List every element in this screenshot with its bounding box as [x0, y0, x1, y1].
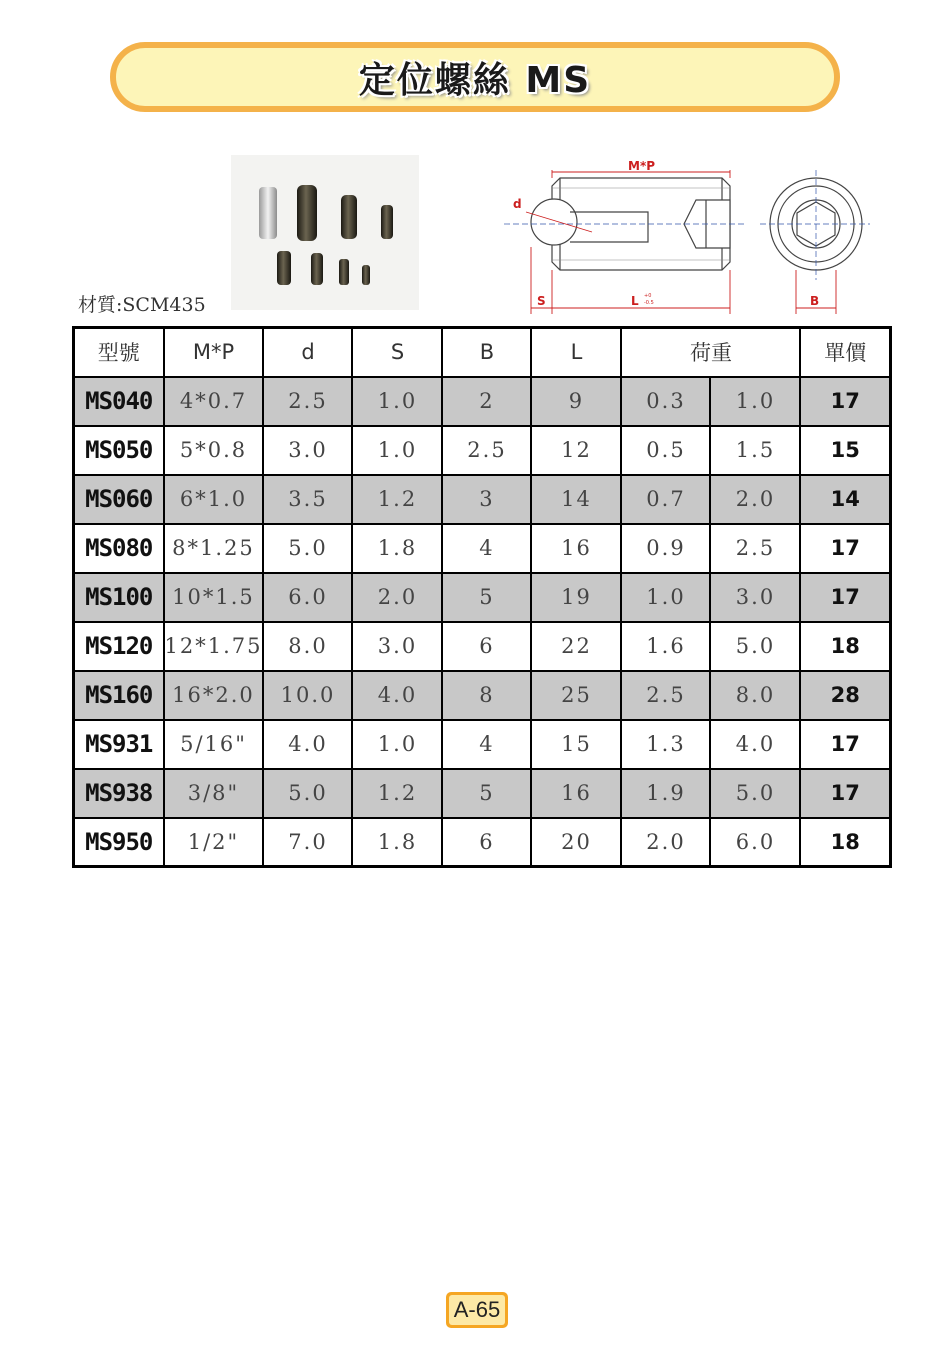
- cell-d: 3.5: [263, 475, 352, 524]
- cell-load-min: 2.0: [621, 818, 710, 867]
- cell-b: 8: [442, 671, 531, 720]
- page-number: A-65: [449, 1295, 505, 1325]
- table-row: [74, 377, 891, 426]
- cell-l: 9: [531, 377, 621, 426]
- cell-d: 7.0: [263, 818, 352, 867]
- cell-mp: 12*1.75: [164, 622, 264, 671]
- cell-model: MS040: [74, 377, 164, 426]
- cell-mp: 1/2": [164, 818, 264, 867]
- header-load: 荷重: [621, 328, 800, 377]
- cell-mp: 6*1.0: [164, 475, 264, 524]
- spec-table: [72, 326, 892, 868]
- cell-s: 1.8: [352, 524, 442, 573]
- table-row: [74, 769, 891, 818]
- cell-l: 22: [531, 622, 621, 671]
- cell-mp: 10*1.5: [164, 573, 264, 622]
- cell-load-max: 1.5: [710, 426, 800, 475]
- cell-l: 12: [531, 426, 621, 475]
- s-label: S: [537, 294, 546, 308]
- header-model: 型號: [74, 328, 164, 377]
- header-s: S: [352, 328, 442, 377]
- cell-s: 2.0: [352, 573, 442, 622]
- cell-price: 15: [800, 426, 890, 475]
- table-body: [74, 377, 891, 867]
- d-label: d: [513, 197, 522, 211]
- cell-load-min: 1.0: [621, 573, 710, 622]
- cell-load-max: 5.0: [710, 769, 800, 818]
- cell-d: 8.0: [263, 622, 352, 671]
- page-number-badge: [446, 1292, 508, 1328]
- cell-l: 16: [531, 769, 621, 818]
- header-mp: M*P: [164, 328, 264, 377]
- table-row: [74, 622, 891, 671]
- cell-b: 6: [442, 622, 531, 671]
- cell-load-min: 1.3: [621, 720, 710, 769]
- cell-b: 5: [442, 573, 531, 622]
- cell-model: MS160: [74, 671, 164, 720]
- cell-d: 6.0: [263, 573, 352, 622]
- cell-l: 25: [531, 671, 621, 720]
- cell-mp: 3/8": [164, 769, 264, 818]
- cell-d: 10.0: [263, 671, 352, 720]
- set-screws-image: [231, 155, 419, 310]
- cell-price: 17: [800, 720, 890, 769]
- cell-b: 2.5: [442, 426, 531, 475]
- cell-l: 16: [531, 524, 621, 573]
- material-label: 材質:SCM435: [78, 294, 206, 316]
- cell-b: 4: [442, 524, 531, 573]
- cell-mp: 5*0.8: [164, 426, 264, 475]
- cell-l: 15: [531, 720, 621, 769]
- cell-load-max: 2.0: [710, 475, 800, 524]
- cell-s: 1.0: [352, 720, 442, 769]
- mp-label: M*P: [628, 159, 656, 173]
- ball: [531, 199, 577, 245]
- cell-s: 3.0: [352, 622, 442, 671]
- cell-l: 20: [531, 818, 621, 867]
- table-row: [74, 818, 891, 867]
- cell-load-max: 1.0: [710, 377, 800, 426]
- table-row: [74, 573, 891, 622]
- cell-load-min: 2.5: [621, 671, 710, 720]
- cell-d: 4.0: [263, 720, 352, 769]
- cell-model: MS931: [74, 720, 164, 769]
- header-d: d: [263, 328, 352, 377]
- title-banner: [110, 42, 840, 112]
- cell-b: 2: [442, 377, 531, 426]
- cell-load-max: 8.0: [710, 671, 800, 720]
- cell-model: MS120: [74, 622, 164, 671]
- cell-load-min: 0.7: [621, 475, 710, 524]
- cell-load-max: 6.0: [710, 818, 800, 867]
- l-tol-lower: -0.5: [644, 300, 654, 306]
- product-photo: [231, 155, 419, 310]
- cell-d: 5.0: [263, 769, 352, 818]
- cell-s: 1.0: [352, 426, 442, 475]
- table-row: [74, 720, 891, 769]
- cell-b: 3: [442, 475, 531, 524]
- cell-mp: 16*2.0: [164, 671, 264, 720]
- cell-price: 14: [800, 475, 890, 524]
- cell-load-max: 2.5: [710, 524, 800, 573]
- cell-d: 5.0: [263, 524, 352, 573]
- header-price: 單價: [800, 328, 890, 377]
- cell-l: 14: [531, 475, 621, 524]
- cell-s: 1.2: [352, 475, 442, 524]
- table-header-row: [74, 328, 891, 377]
- cell-model: MS100: [74, 573, 164, 622]
- l-tol-upper: +0: [644, 293, 652, 299]
- table-row: [74, 426, 891, 475]
- cell-price: 17: [800, 573, 890, 622]
- page-title: 定位螺絲 MS: [358, 59, 592, 101]
- cell-d: 2.5: [263, 377, 352, 426]
- cell-load-min: 1.9: [621, 769, 710, 818]
- cell-price: 17: [800, 377, 890, 426]
- cell-model: MS950: [74, 818, 164, 867]
- cell-load-min: 0.9: [621, 524, 710, 573]
- header-l: L: [531, 328, 621, 377]
- cell-b: 5: [442, 769, 531, 818]
- b-label: B: [810, 294, 820, 308]
- cell-mp: 4*0.7: [164, 377, 264, 426]
- header-b: B: [442, 328, 531, 377]
- cell-model: MS938: [74, 769, 164, 818]
- table-row: [74, 475, 891, 524]
- cell-b: 6: [442, 818, 531, 867]
- cell-model: MS050: [74, 426, 164, 475]
- l-label: L: [631, 294, 639, 308]
- cell-s: 1.0: [352, 377, 442, 426]
- cell-load-max: 3.0: [710, 573, 800, 622]
- cell-load-min: 1.6: [621, 622, 710, 671]
- cell-l: 19: [531, 573, 621, 622]
- cell-d: 3.0: [263, 426, 352, 475]
- cell-s: 1.8: [352, 818, 442, 867]
- cell-mp: 8*1.25: [164, 524, 264, 573]
- table-row: [74, 671, 891, 720]
- cell-price: 28: [800, 671, 890, 720]
- cell-model: MS080: [74, 524, 164, 573]
- cell-price: 17: [800, 524, 890, 573]
- cell-model: MS060: [74, 475, 164, 524]
- cell-price: 18: [800, 622, 890, 671]
- cell-load-max: 4.0: [710, 720, 800, 769]
- cell-mp: 5/16": [164, 720, 264, 769]
- cell-price: 18: [800, 818, 890, 867]
- cell-s: 1.2: [352, 769, 442, 818]
- cell-price: 17: [800, 769, 890, 818]
- cell-load-min: 0.3: [621, 377, 710, 426]
- technical-drawing: [500, 152, 870, 322]
- cell-load-max: 5.0: [710, 622, 800, 671]
- table-row: [74, 524, 891, 573]
- cell-s: 4.0: [352, 671, 442, 720]
- cell-load-min: 0.5: [621, 426, 710, 475]
- cell-b: 4: [442, 720, 531, 769]
